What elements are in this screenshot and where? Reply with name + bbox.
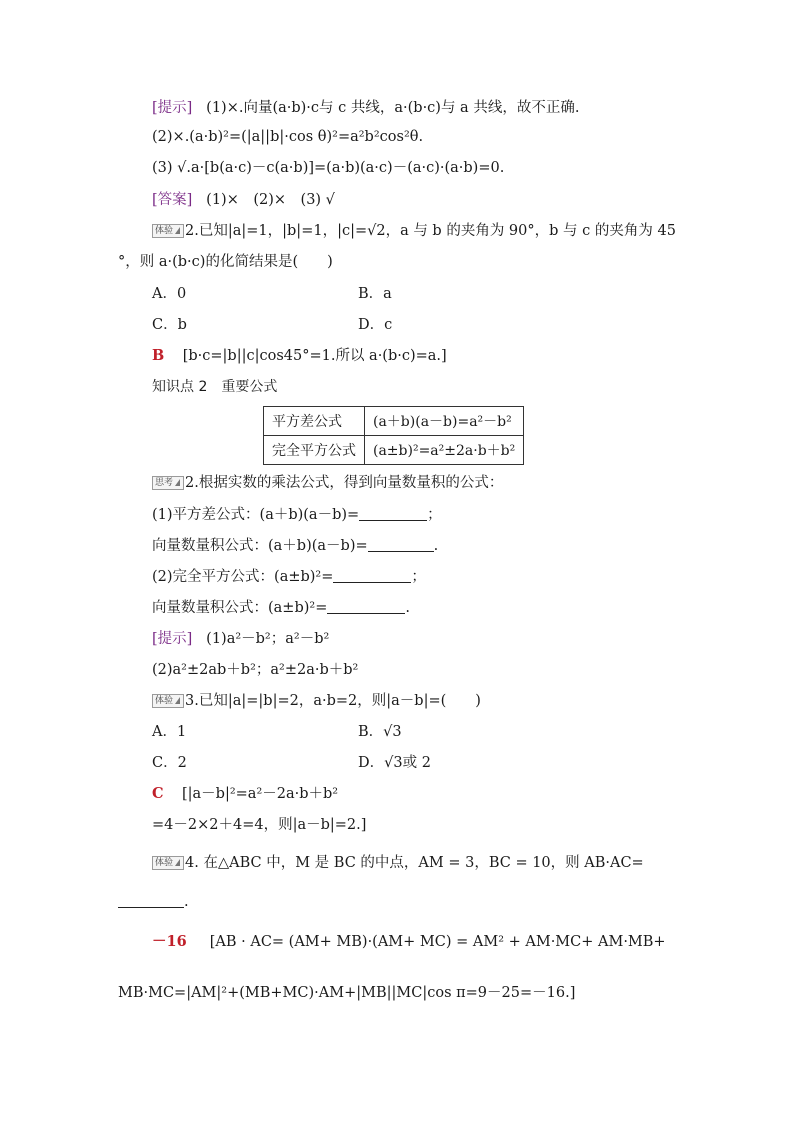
fill-line-2-text: 向量数量积公式：(a＋b)(a－b)= xyxy=(152,538,368,554)
formula-table xyxy=(263,406,524,465)
table-cell-formula: (a＋b)(a－b)=a²－b² xyxy=(365,407,524,436)
fill-line-2-end: . xyxy=(433,538,439,554)
hint-text: (1)×.向量(a·b)·c与 c 共线，a·(b·c)与 a 共线，故不正确. xyxy=(206,100,580,116)
fill-line-3-text: (2)完全平方公式：(a±b)²= xyxy=(152,569,334,585)
solution-3-text: [|a－b|²=a²－2a·b＋b² xyxy=(181,786,339,802)
answer-label: [答案] xyxy=(152,192,193,208)
solution-4 xyxy=(152,932,666,952)
think-tag-icon: 思考 xyxy=(152,476,184,490)
fill-line-1-text: (1)平方差公式：(a＋b)(a－b)= xyxy=(152,507,360,523)
hint-label: [提示] xyxy=(152,100,193,116)
solution-2-answer: B xyxy=(152,347,165,364)
hint-line-2: (2)×.(a·b)²=(|a||b|·cos θ)²=a²b²cos²θ. xyxy=(152,129,424,145)
hint-2-text: (1)a²－b²；a²－b² xyxy=(206,631,330,647)
option-b: B．√3 xyxy=(358,724,402,740)
solution-3-answer: C xyxy=(152,785,164,802)
section-heading: 知识点 2 重要公式 xyxy=(152,379,278,395)
solution-4-line-2: MB·MC=|AM|²+(MB+MC)·AM+|MB||MC|cos π=9－25=－16.] xyxy=(118,985,576,1001)
solution-2 xyxy=(152,346,447,366)
experience-tag-icon: 体验 xyxy=(152,856,184,870)
exercise-3-line xyxy=(152,691,481,711)
fill-line-4 xyxy=(152,598,410,618)
hint-line-1 xyxy=(152,98,579,118)
answer-blank[interactable] xyxy=(368,537,434,552)
table-row xyxy=(264,407,524,436)
answer-blank[interactable] xyxy=(327,599,405,614)
experience-tag-icon: 体验 xyxy=(152,694,184,708)
option-a: A．0 xyxy=(152,286,187,302)
solution-4-answer: －16 xyxy=(152,933,187,950)
exercise-2-line-1 xyxy=(152,221,676,241)
option-c: C．b xyxy=(152,317,187,333)
option-b: B．a xyxy=(358,286,392,302)
exercise-4-text: 4. 在△ABC 中，M 是 BC 的中点，AM = 3，BC = 10，则 AB·AC= xyxy=(185,855,644,871)
exercise-2-line-2: °，则 a·(b·c)的化简结果是( ) xyxy=(118,254,333,270)
fill-line-3-end: ； xyxy=(411,569,426,585)
think-line xyxy=(152,473,503,493)
solution-2-text: [b·c=|b||c|cos45°=1.所以 a·(b·c)=a.] xyxy=(182,348,447,364)
exercise-3-text: 3.已知|a|=|b|=2，a·b=2，则|a－b|=( ) xyxy=(185,693,481,709)
answer-line xyxy=(152,190,335,210)
table-cell-name: 完全平方公式 xyxy=(264,436,365,465)
option-a: A．1 xyxy=(152,724,187,740)
fill-line-2 xyxy=(152,536,438,556)
solution-3 xyxy=(152,784,338,804)
fill-line-1-end: ； xyxy=(427,507,442,523)
option-c: C．2 xyxy=(152,755,187,771)
fill-line-3 xyxy=(152,567,426,587)
hint-line-3: (3) √.a·[b(a·c)－c(a·b)]=(a·b)(a·c)－(a·c)·(a·b)=0. xyxy=(152,160,505,176)
answer-blank[interactable] xyxy=(359,506,427,521)
answer-blank[interactable] xyxy=(118,893,184,908)
option-d: D．√3或 2 xyxy=(358,755,431,771)
solution-4-text: [AB · AC= (AM+ MB)·(AM+ MC) = AM² + AM·MC+ AM·MB+ xyxy=(209,934,666,950)
hint-2-line-1 xyxy=(152,629,329,649)
exercise-4-line xyxy=(152,853,644,873)
think-text: 2.根据实数的乘法公式，得到向量数量积的公式： xyxy=(185,475,504,491)
hint-2-line-2: (2)a²±2ab＋b²；a²±2a·b＋b² xyxy=(152,662,359,678)
answer-blank[interactable] xyxy=(333,568,411,583)
option-d: D．c xyxy=(358,317,393,333)
answer-text: (1)× (2)× (3) √ xyxy=(206,192,335,208)
experience-tag-icon: 体验 xyxy=(152,224,184,238)
table-cell-formula: (a±b)²=a²±2a·b＋b² xyxy=(365,436,524,465)
fill-line-4-text: 向量数量积公式：(a±b)²= xyxy=(152,600,328,616)
fill-line-1 xyxy=(152,505,442,525)
exercise-4-blank-line: . xyxy=(118,892,189,912)
fill-line-4-end: . xyxy=(405,600,410,616)
exercise-2-text: 2.已知|a|=1，|b|=1，|c|=√2，a 与 b 的夹角为 90°，b 与 c 的夹角为 45 xyxy=(185,223,676,239)
table-row xyxy=(264,436,524,465)
table-cell-name: 平方差公式 xyxy=(264,407,365,436)
hint-2-label: [提示] xyxy=(152,631,193,647)
solution-3-line-2: =4－2×2＋4=4，则|a－b|=2.] xyxy=(152,817,367,833)
